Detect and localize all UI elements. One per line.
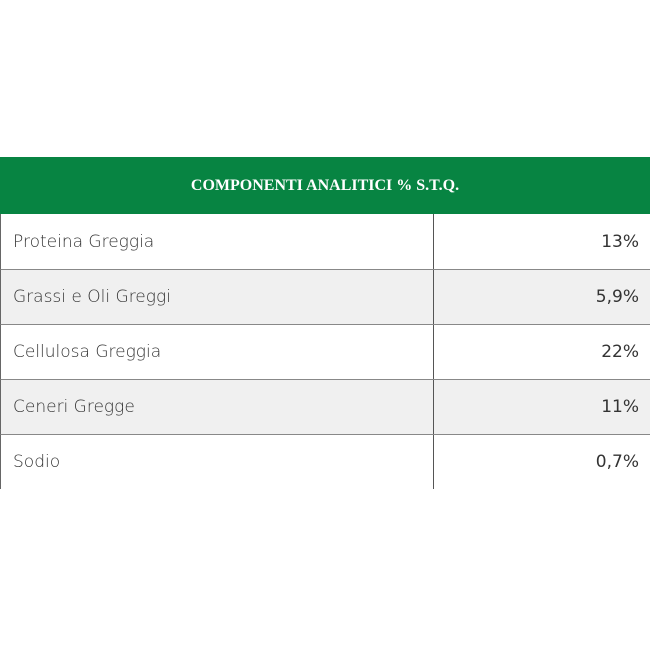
component-value: 0,7% [595,452,639,472]
table-row [0,214,650,270]
component-value: 5,9% [595,287,639,307]
table-row [0,380,650,435]
table-row [0,270,650,325]
table-header: COMPONENTI ANALITICI % S.T.Q. [0,157,650,214]
component-value: 22% [601,342,639,362]
component-label: Proteina Greggia [1,214,434,269]
component-label: Grassi e Oli Greggi [1,270,434,324]
component-value: 11% [601,397,639,417]
component-value: 13% [601,231,639,252]
component-label: Cellulosa Greggia [1,325,434,379]
table-row [0,325,650,380]
table-row [0,435,650,489]
component-label: Sodio [1,435,434,489]
analytical-components-table [0,157,650,489]
component-label: Ceneri Gregge [1,380,434,434]
